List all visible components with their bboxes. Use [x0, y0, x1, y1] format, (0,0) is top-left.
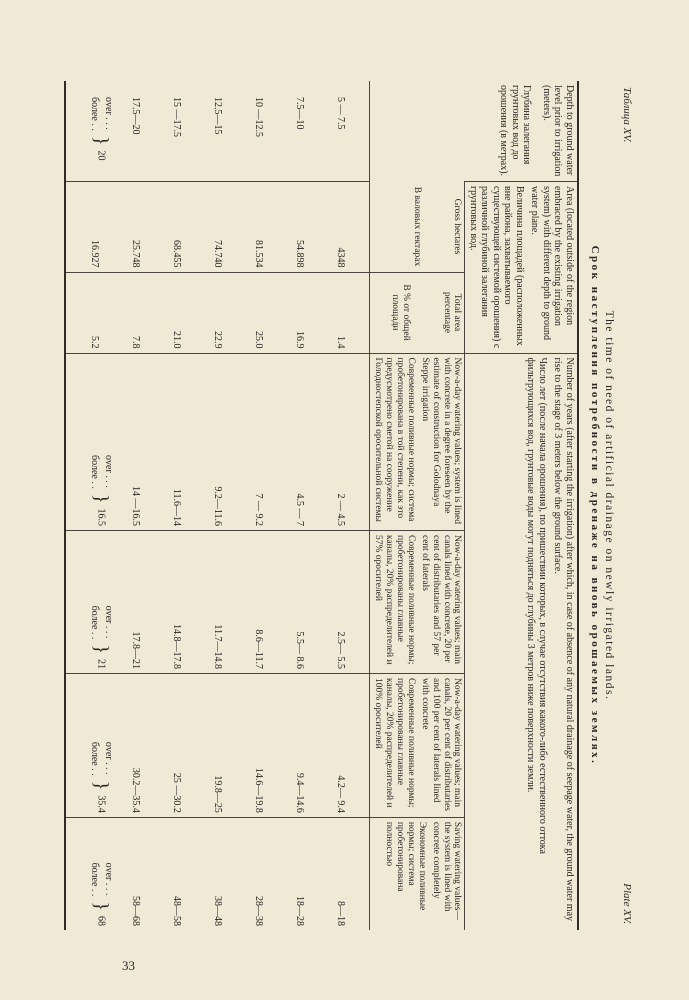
table-cell: over . . . более . . } 35.4 [89, 741, 115, 813]
table-cell: over . . . более . . } 20 [89, 97, 115, 161]
sub-header-4: Saving watering values—the system is lined with concrete completely Экономные поливные нормы; система пробетонирована полностью [370, 817, 465, 930]
depth-header: Depth to ground water level prior to irrigation (meters). Глубина залегания грунтовых вод до орошения (в метрах). [370, 81, 578, 182]
table-cell: 54.898 [294, 240, 306, 268]
table-cell: 2 — 4.5 [335, 493, 347, 526]
s2-column [65, 530, 370, 673]
table-cell: 11.6—14 [171, 488, 183, 526]
table-cell: over . . . более . . } 21 [89, 605, 115, 669]
table-cell: 68.455 [171, 240, 183, 268]
table-cell: 1.4 [335, 336, 347, 349]
table-cell: 4.2— 9.4 [335, 775, 347, 813]
table-cell: 16.9 [294, 331, 306, 349]
table-cell: 16.927 [89, 240, 101, 268]
table-cell: 14.8—17.8 [171, 624, 183, 669]
table-cell: 25.748 [130, 240, 142, 268]
s1-column [65, 353, 370, 530]
gross-column [65, 182, 370, 273]
table-cell: 5 — 7.5 [335, 97, 347, 130]
page-number: 33 [122, 958, 135, 973]
table-header-row [615, 81, 637, 930]
table-cell: 7.8 [130, 336, 142, 349]
table-cell: 22.9 [212, 331, 224, 349]
table-cell: 81.534 [253, 240, 265, 268]
drainage-table [64, 81, 579, 930]
title-russian: Срок наступления потребности в дренаже на вновь орошаемых землях. [589, 245, 601, 766]
table-cell: 12.5—15 [212, 97, 224, 135]
data-row [65, 81, 370, 930]
table-cell: 8.6—11.7 [253, 629, 265, 669]
table-cell: 19.8—25 [212, 775, 224, 813]
table-cell: 15 —17.5 [171, 97, 183, 137]
table-cell: 7 — 9.2 [253, 493, 265, 526]
s3-column [65, 674, 370, 818]
table-cell: 9.4—14.6 [294, 772, 306, 813]
table-cell: 5.2 [89, 336, 101, 349]
table-cell: 5.5— 8.6 [294, 631, 306, 669]
title-english: The time of need of artificial drainage on newly irrigated lands. [603, 310, 615, 701]
table-label: Таблица XV. [621, 87, 633, 143]
table-cell: 21.0 [171, 331, 183, 349]
sub-header-2: Now-a-day watering values; main canals lined with concrete, 20 per cent of distributaries and 57 per cent of laterals Современные поливные нормы; пробетонированы главные каналы, 20% распределителей и 57% оросителей [370, 530, 465, 673]
area-header: Area (located outside of the region embraced by the existing irrigation system) with different depth to ground water plane. Величина площадей (расположенных вне района, захватываемого существующей системой орошения) с различной глубиной залегания грунтовых вод. [465, 182, 578, 354]
table-cell: 25.0 [253, 331, 265, 349]
table-cell: 17.5—20 [130, 97, 142, 135]
table-cell: 14.6—19.8 [253, 767, 265, 813]
pct-column [65, 272, 370, 353]
table-cell: 30.2—35.4 [130, 767, 142, 813]
table-cell: 25 —30.2 [171, 772, 183, 813]
table-cell: over . . . более . . } 16.5 [89, 455, 115, 526]
sub-header-1: Now-a-day watering values; system is lined with concrete in a degree foreseen by the estimate of construction for Golodnaya Steppe irrigation Современные поливные нормы; система пробетонирована в той степени, как это предусмотрено сметой на сооружение Голодностепской оросительной системы [370, 353, 465, 530]
table-cell: over . . . более . . } 68 [89, 862, 115, 926]
table-cell: 9.2—11.6 [212, 486, 224, 526]
gross-header: Gross hectares В валовых гектарах [411, 186, 463, 267]
table-cell: 4.5 — 7 [294, 493, 306, 526]
table-cell: 11.7—14.8 [212, 624, 224, 669]
plate-label: Plate XV. [621, 883, 633, 924]
table-cell: 8—18 [335, 901, 347, 926]
table-cell: 17.8—21 [130, 631, 142, 669]
table-cell: 18—28 [294, 896, 306, 926]
table-cell: 74.740 [212, 240, 224, 268]
s4-column [65, 817, 370, 930]
pct-header: Total area percentage В % от общей площади [370, 272, 465, 353]
table-cell: 4348 [335, 247, 347, 268]
years-header: Number of years (after starting the irrigation) after which, in case of absence of any natural drainage of seepage water, the ground water may rise to the stage of 3 meters below the ground surface. Число лет (после начала орошения), по пришествии которых, в случае отсутствия какого-либо естественного оттока фильтрующихся вод, грунтовые воды могут подняться до глубины 3 метров ниже поверхности земли. [465, 353, 578, 930]
table-landscape [89, 81, 637, 930]
table-cell: 28—38 [253, 896, 265, 926]
table-cell: 38—48 [212, 896, 224, 926]
table-cell: 58—68 [130, 896, 142, 926]
rotated-table-sheet [89, 81, 637, 930]
depth-column [65, 81, 370, 182]
table-cell: 10 —12.5 [253, 97, 265, 137]
table-cell: 2.5— 5.5 [335, 631, 347, 669]
table-cell: 7.5—10 [294, 97, 306, 130]
sub-header-3: Now-a-day watering values; main canals, 20 per cent of distributaries and 100 per cent of laterals lined with concrete Современные поливные нормы; пробетонированы главные каналы, 20% распределителей и 100% оросителей [370, 674, 465, 818]
table-cell: 14 —16.5 [130, 485, 142, 526]
table-cell: 48—58 [171, 896, 183, 926]
